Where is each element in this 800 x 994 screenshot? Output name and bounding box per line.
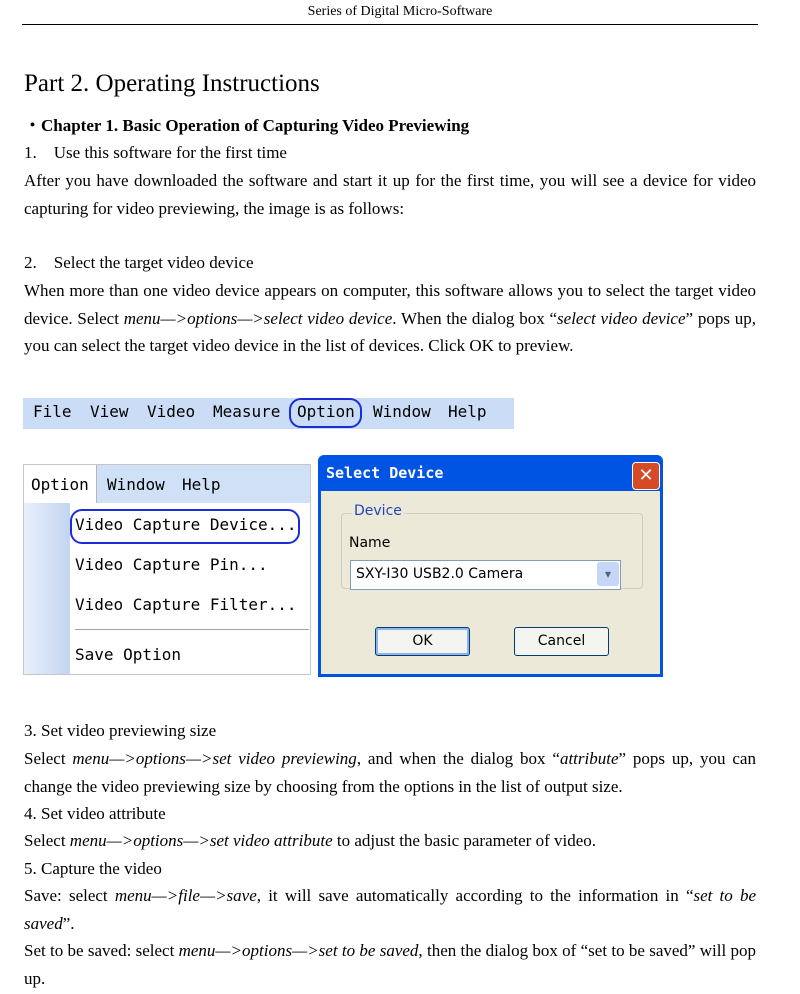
menu-view[interactable]: View <box>90 402 129 421</box>
section-2-heading: 2. Select the target video device <box>24 253 254 272</box>
menu-option[interactable]: Option <box>31 475 89 494</box>
text-run: Save: select <box>24 886 115 905</box>
chevron-down-icon[interactable]: ▾ <box>597 562 619 586</box>
section-5-set-to-be-saved-text <box>24 937 756 992</box>
section-4-heading: 4. Set video attribute <box>24 804 166 823</box>
close-icon[interactable]: ✕ <box>632 462 660 490</box>
menu-path: menu—>options—>select video device <box>123 308 393 328</box>
text-run: Select <box>24 749 73 768</box>
section-3-heading: 3. Set video previewing size <box>24 721 217 740</box>
text-run: . When the dialog box “ <box>392 308 558 328</box>
menu-path: menu—>file—>save <box>114 886 257 905</box>
menu-help[interactable]: Help <box>448 402 487 421</box>
menu-video[interactable]: Video <box>147 402 196 421</box>
text-run: , and when the dialog box “ <box>356 749 560 768</box>
menu-path: menu—>options—>set to be saved <box>178 941 419 960</box>
group-label: Device <box>354 503 402 519</box>
section-5-save-text <box>24 882 756 937</box>
menu-item-save-option[interactable]: Save Option <box>75 645 181 664</box>
text-run: ” pops up, you can select the target video device in the list of devices. Click OK to preview. <box>24 308 756 355</box>
dialog-body <box>321 491 660 674</box>
menu-option[interactable]: Option <box>297 402 355 421</box>
highlight-circle <box>70 509 300 544</box>
text-run: , then the dialog box of “set to be saved” will pop up. <box>24 941 757 988</box>
cancel-button[interactable]: Cancel <box>514 627 609 656</box>
text-run: , it will save automatically according to the information in “ <box>256 886 694 905</box>
menu-separator <box>75 629 309 630</box>
section-1-text: After you have downloaded the software and start it up for the first time, you will see a device for video capturing for video previewing, the image is as follows: <box>24 171 756 218</box>
highlight-circle <box>289 398 362 428</box>
text-run: Select <box>24 831 70 850</box>
text-run: Set to be saved: select <box>24 941 179 960</box>
page-header: Series of Digital Micro-Software <box>307 4 493 19</box>
menu-item-video-capture-filter[interactable]: Video Capture Filter... <box>75 595 297 614</box>
section-2-text <box>24 277 756 360</box>
dropdown-icon-strip <box>24 503 70 674</box>
menu-path: menu—>options—>set video previewing <box>72 749 357 768</box>
text-run: ” pops up, you can change the video previewing size by choosing from the options in the list of output size. <box>24 749 756 796</box>
text-run: ”. <box>62 913 75 933</box>
dialog-title: Select Device <box>326 464 444 482</box>
menu-window[interactable]: Window <box>373 402 431 421</box>
section-3-text <box>24 745 756 800</box>
device-select[interactable] <box>350 560 621 590</box>
select-device-dialog <box>318 455 663 677</box>
option-dropdown-image <box>23 464 311 675</box>
ok-button[interactable]: OK <box>375 627 470 656</box>
name-label: Name <box>349 535 391 551</box>
menu-help[interactable]: Help <box>182 475 221 494</box>
dialog-name: attribute <box>559 749 619 768</box>
menu-bar-image <box>23 398 514 429</box>
text-run: When more than one video device appears on computer, this software allows you to select the target video device. Select <box>24 281 756 328</box>
device-select-value: SXY-I30 USB2.0 Camera <box>356 566 524 582</box>
dialog-name: set to be saved <box>24 886 756 933</box>
menu-file[interactable]: File <box>33 402 72 421</box>
section-4-text <box>24 827 756 855</box>
menu-path: menu—>options—>set video attribute <box>69 831 333 850</box>
section-1-heading: 1. Use this software for the first time <box>24 143 287 162</box>
chapter-title: ・Chapter 1. Basic Operation of Capturing Video Previewing <box>24 116 470 135</box>
part-title: Part 2. Operating Instructions <box>24 70 320 97</box>
dialog-name: select video device <box>557 308 686 328</box>
header-divider <box>22 24 758 25</box>
menu-item-video-capture-device[interactable]: Video Capture Device... <box>75 515 297 534</box>
menu-measure[interactable]: Measure <box>213 402 281 421</box>
section-5-heading: 5. Capture the video <box>24 859 162 878</box>
text-run: to adjust the basic parameter of video. <box>332 831 597 850</box>
menu-window[interactable]: Window <box>107 475 165 494</box>
menu-item-video-capture-pin[interactable]: Video Capture Pin... <box>75 555 268 574</box>
